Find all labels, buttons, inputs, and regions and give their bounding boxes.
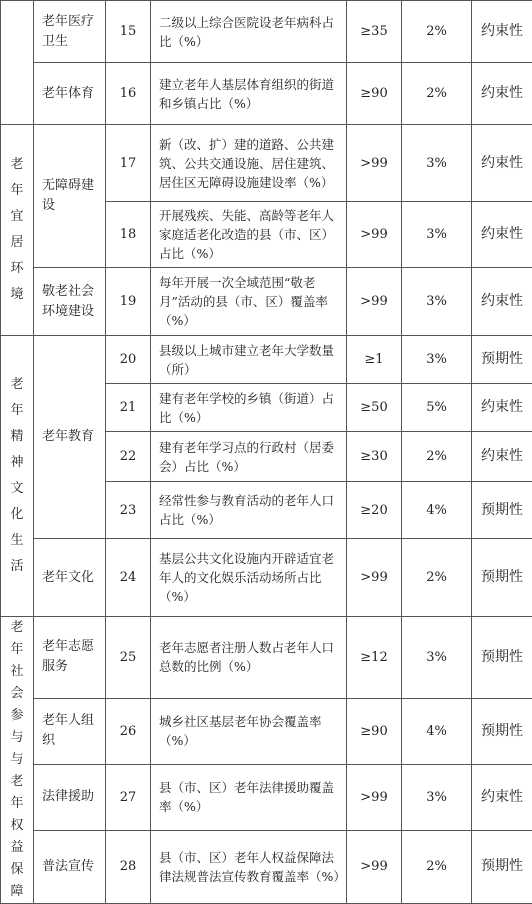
attribute-cell: 约束性 xyxy=(472,432,532,482)
table-row xyxy=(1,336,532,384)
subcategory-cell: 老年体育 xyxy=(34,63,106,125)
target-cell: ≥12 xyxy=(347,617,402,699)
indicator-cell: 老年志愿者注册人数占老年人口总数的比例（%） xyxy=(151,617,347,699)
category-cell xyxy=(1,617,34,904)
target-cell: ≥90 xyxy=(347,698,402,764)
attribute-cell: 预期性 xyxy=(472,482,532,539)
rate-cell: 4% xyxy=(402,482,472,539)
target-cell: >99 xyxy=(347,268,402,336)
subcategory-cell: 老年志愿服务 xyxy=(34,617,106,699)
target-cell: ≥50 xyxy=(347,384,402,432)
row-number: 17 xyxy=(106,125,151,202)
rate-cell: 2% xyxy=(402,1,472,63)
table-row xyxy=(1,698,532,764)
row-number: 15 xyxy=(106,1,151,63)
category-cell-continued xyxy=(1,1,34,125)
subcategory-cell: 老年教育 xyxy=(34,336,106,539)
subcategory-cell: 老年文化 xyxy=(34,539,106,617)
rate-cell: 3% xyxy=(402,764,472,830)
rate-cell: 3% xyxy=(402,125,472,202)
row-number: 27 xyxy=(106,764,151,830)
target-cell: ≥20 xyxy=(347,482,402,539)
category-cell xyxy=(1,125,34,336)
attribute-cell: 约束性 xyxy=(472,1,532,63)
attribute-cell: 约束性 xyxy=(472,764,532,830)
rate-cell: 2% xyxy=(402,539,472,617)
category-label: 老年宜居环境 xyxy=(10,152,24,308)
rate-cell: 2% xyxy=(402,830,472,903)
subcategory-cell: 法律援助 xyxy=(34,764,106,830)
category-label: 老年精神文化生活 xyxy=(10,372,24,580)
indicator-cell: 新（改、扩）建的道路、公共建筑、公共交通设施、居住建筑、居住区无障碍设施建设率（%） xyxy=(151,125,347,202)
target-cell: >99 xyxy=(347,125,402,202)
row-number: 16 xyxy=(106,63,151,125)
row-number: 26 xyxy=(106,698,151,764)
row-number: 23 xyxy=(106,482,151,539)
attribute-cell: 预期性 xyxy=(472,830,532,903)
indicator-cell: 县级以上城市建立老年大学数量（所） xyxy=(151,336,347,384)
rate-cell: 3% xyxy=(402,617,472,699)
indicator-cell: 城乡社区基层老年协会覆盖率（%） xyxy=(151,698,347,764)
target-cell: >99 xyxy=(347,830,402,903)
attribute-cell: 约束性 xyxy=(472,384,532,432)
attribute-cell: 预期性 xyxy=(472,539,532,617)
rate-cell: 5% xyxy=(402,384,472,432)
rate-cell: 4% xyxy=(402,698,472,764)
subcategory-cell: 敬老社会环境建设 xyxy=(34,268,106,336)
target-cell: ≥90 xyxy=(347,63,402,125)
indicator-cell: 县（市、区）老年法律援助覆盖率（%） xyxy=(151,764,347,830)
rate-cell: 3% xyxy=(402,336,472,384)
attribute-cell: 预期性 xyxy=(472,617,532,699)
indicator-cell: 建有老年学校的乡镇（街道）占比（%） xyxy=(151,384,347,432)
row-number: 21 xyxy=(106,384,151,432)
attribute-cell: 约束性 xyxy=(472,202,532,268)
table-row xyxy=(1,125,532,202)
subcategory-cell: 老年医疗卫生 xyxy=(34,1,106,63)
indicator-cell: 建立老年人基层体育组织的街道和乡镇占比（%） xyxy=(151,63,347,125)
row-number: 24 xyxy=(106,539,151,617)
indicator-cell: 经常性参与教育活动的老年人口占比（%） xyxy=(151,482,347,539)
target-cell: >99 xyxy=(347,764,402,830)
category-cell xyxy=(1,336,34,617)
table-row xyxy=(1,830,532,903)
indicator-cell: 开展残疾、失能、高龄等老年人家庭适老化改造的县（市、区）占比（%） xyxy=(151,202,347,268)
table-row xyxy=(1,63,532,125)
row-number: 18 xyxy=(106,202,151,268)
table-row xyxy=(1,1,532,63)
row-number: 22 xyxy=(106,432,151,482)
indicator-cell: 县（市、区）老年人权益保障法律法规普法宣传教育覆盖率（%） xyxy=(151,830,347,903)
target-cell: ≥30 xyxy=(347,432,402,482)
row-number: 25 xyxy=(106,617,151,699)
target-cell: ≥35 xyxy=(347,1,402,63)
table-row xyxy=(1,764,532,830)
rate-cell: 2% xyxy=(402,432,472,482)
table-row xyxy=(1,268,532,336)
attribute-cell: 约束性 xyxy=(472,268,532,336)
row-number: 28 xyxy=(106,830,151,903)
indicator-cell: 每年开展一次全域范围“敬老月”活动的县（市、区）覆盖率（%） xyxy=(151,268,347,336)
subcategory-cell: 无障碍建设 xyxy=(34,125,106,268)
indicator-cell: 建有老年学习点的行政村（居委会）占比（%） xyxy=(151,432,347,482)
indicator-cell: 二级以上综合医院设老年病科占比（%） xyxy=(151,1,347,63)
attribute-cell: 约束性 xyxy=(472,125,532,202)
rate-cell: 2% xyxy=(402,63,472,125)
target-cell: >99 xyxy=(347,202,402,268)
attribute-cell: 预期性 xyxy=(472,336,532,384)
attribute-cell: 预期性 xyxy=(472,698,532,764)
row-number: 20 xyxy=(106,336,151,384)
subcategory-cell: 普法宣传 xyxy=(34,830,106,903)
target-cell: >99 xyxy=(347,539,402,617)
subcategory-cell: 老年人组织 xyxy=(34,698,106,764)
indicator-cell: 基层公共文化设施内开辟适宜老年人的文化娱乐活动场所占比（%） xyxy=(151,539,347,617)
rate-cell: 3% xyxy=(402,268,472,336)
attribute-cell: 约束性 xyxy=(472,63,532,125)
table-row xyxy=(1,539,532,617)
rate-cell: 3% xyxy=(402,202,472,268)
category-label: 老年社会参与与老年权益保障 xyxy=(10,617,24,903)
target-cell: ≥1 xyxy=(347,336,402,384)
row-number: 19 xyxy=(106,268,151,336)
table-row xyxy=(1,617,532,699)
